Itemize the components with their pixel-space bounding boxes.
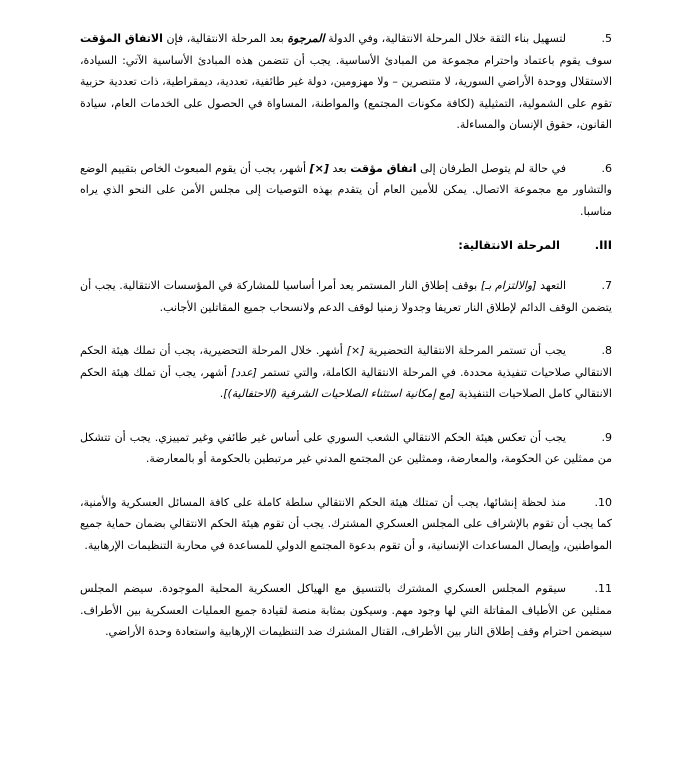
paragraph-text-segment: سوف يقوم باعتماد واحترام مجموعة من المبادئ الأساسية. يجب أن تتضمن هذه المبادئ الأساسية الآتي: السيادة، الاستقلال ووحدة الأراضي السورية، لا متنصرين – ولا مهزومين، دولة غير طائفية، تعددية، ديمقراطية، ذات تعددية حزبية تقوم على الشمولية، التمثيلية (لكافة مكونات المجتمع) والمواطنة، المساواة في الحصول على الخدمات العام، سيادة القانون، حقوق الإنسان والمساءلة. [80,53,612,131]
section-heading [80,235,612,255]
paragraph-number: 8. [601,344,612,357]
paragraph-number: 9. [601,430,612,444]
paragraph-text-segment: أشهر، يجب أن يقوم المبعوث الخاص بتقييم الوضع والتشاور مع مجموعة الاتصال. يمكن للأمين العام أن يتقدم بهذه التوصيات إلى مجلس الأمن على النحو الذي يراه مناسبا. [80,161,612,218]
paragraph-text-segment: [عدد] [231,365,257,379]
paragraph-text-segment: بعد المرحلة الانتقالية، فإن [162,32,288,45]
paragraph-text-segment: سيقوم المجلس العسكري المشترك بالتنسيق مع الهياكل العسكرية المحلية الموجودة. سيضم المجلس ممثلين عن الأطياف المقاتلة التي لها وجود مهم. وسيكون بمثابة منصة لقيادة جميع العمليات العسكرية بين الأطراف. سيضمن احترام وقف إطلاق النار بين الأطراف، القتال المشترك ضد التنظيمات الإرهابية واستعادة وحدة الأراضي. [80,582,612,638]
paragraph [80,28,612,136]
paragraph [80,492,612,557]
paragraph-text-segment: . [219,387,224,400]
paragraph [80,340,612,405]
paragraph-text-segment: في حالة لم يتوصل الطرفان إلى [416,161,567,175]
paragraph-text-segment: يجب أن تستمر المرحلة الانتقالية التحضيرية [364,344,566,357]
paragraph [80,427,612,470]
paragraph-text-segment: [×] [309,161,329,175]
paragraph [80,578,612,643]
section-title: المرحلة الانتقالية: [458,238,560,252]
paragraph-text-segment: التعهد [536,279,567,292]
paragraph-text-segment: يجب أن تعكس هيئة الحكم الانتقالي الشعب السوري على أساس غير طائفي وغير تمييزي. يجب أن تتشكل من ممثلين عن الحكومة، والمعارضة، وممثلين عن المجتمع المدني غير مرتبطين بالحكومة أو بالمعارضة. [80,430,612,465]
paragraph-text-segment: [×] [346,344,365,357]
paragraph-number: 6. [601,161,613,175]
paragraph-number: 11. [594,582,612,595]
paragraph-number: 10. [594,495,612,509]
paragraph-text-segment: بوقف إطلاق النار المستمر يعد أمرا أساسيا للمشاركة في المؤسسات الانتقالية. يجب أن يتضمن الوقف الدائم لإطلاق النار تعريفا وجدولا زمنيا لوقف الدعم ولانسحاب جميع المقاتلين الأجانب. [80,279,612,314]
paragraph-text-segment: لتسهيل بناء الثقة خلال المرحلة الانتقالية، وفي الدولة [324,32,567,45]
paragraph-text-segment: بعد [328,161,351,175]
section-paragraphs [80,275,612,643]
paragraph [80,275,612,318]
paragraph-text-segment: منذ لحظة إنشائها، يجب أن تمتلك هيئة الحكم الانتقالي سلطة كاملة على كافة المسائل العسكرية والأمنية، كما يجب أن تقوم بالإشراف على المجلس العسكري المشترك. يجب أن تقوم هيئة الحكم الانتقالي بضمان حماية جميع المواطنين، وإيصال المساعدات الإنسانية، و أن تقوم بدعوة المجتمع الدولي للمساعدة في محاربة التنظيمات الإرهابية. [80,495,612,552]
paragraph-text-segment: المرجوة [287,32,325,45]
paragraph-number: 5. [601,32,613,45]
paragraph-text-segment: [والالتزام بـ] [480,279,537,292]
paragraph-text-segment: أشهر. خلال المرحلة التحضيرية، يجب أن تملك هيئة الحكم الانتقالي صلاحيات تنفيذية محددة. في المرحلة الانتقالية الكاملة، والتي تستمر [80,344,612,379]
paragraph-text-segment: اتفاق مؤقت [350,161,417,175]
section-roman-numeral: III. [594,238,612,252]
intro-paragraphs [80,28,612,222]
paragraph [80,158,612,223]
paragraph-text-segment: الاتفاق المؤقت [80,32,163,45]
paragraph-text-segment: أشهر، يجب أن تملك هيئة الحكم الانتقالي كامل الصلاحيات التنفيذية [80,365,612,400]
paragraph-number: 7. [601,279,613,292]
paragraph-text-segment: [مع إمكانية استثناء الصلاحيات الشرفية (الاحتفالية)] [223,387,456,400]
